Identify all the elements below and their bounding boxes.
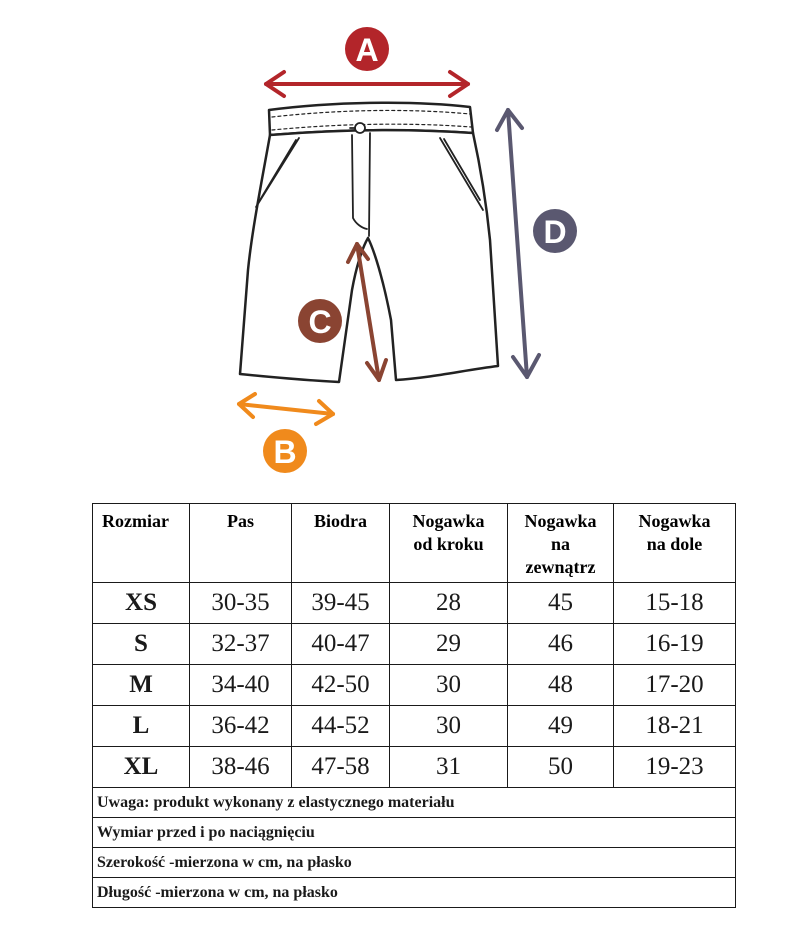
cell-size: S <box>93 624 190 665</box>
cell-outseam: 46 <box>508 624 614 665</box>
note-stretch: Wymiar przed i po naciągnięciu <box>93 818 736 848</box>
cell-waist: 38-46 <box>190 747 292 788</box>
cell-size: XL <box>93 747 190 788</box>
label-d: D <box>543 214 567 250</box>
cell-leg-opening: 15-18 <box>614 583 736 624</box>
cell-inseam: 31 <box>390 747 508 788</box>
table-row <box>93 583 736 624</box>
header-waist: Pas <box>190 504 292 583</box>
note-row <box>93 818 736 848</box>
arrow-d <box>497 110 539 377</box>
cell-waist: 32-37 <box>190 624 292 665</box>
cell-leg-opening: 17-20 <box>614 665 736 706</box>
cell-hips: 44-52 <box>292 706 390 747</box>
cell-hips: 47-58 <box>292 747 390 788</box>
header-hips: Biodra <box>292 504 390 583</box>
cell-leg-opening: 19-23 <box>614 747 736 788</box>
arrow-b <box>239 394 333 424</box>
button <box>355 123 365 133</box>
cell-inseam: 29 <box>390 624 508 665</box>
table-row <box>93 747 736 788</box>
header-inseam: Nogawka od kroku <box>390 504 508 583</box>
cell-hips: 40-47 <box>292 624 390 665</box>
cell-outseam: 50 <box>508 747 614 788</box>
label-a: A <box>355 32 379 68</box>
label-c: C <box>308 304 332 340</box>
note-row <box>93 848 736 878</box>
cell-waist: 36-42 <box>190 706 292 747</box>
note-row <box>93 788 736 818</box>
note-length: Długość -mierzona w cm, na płasko <box>93 878 736 908</box>
cell-leg-opening: 16-19 <box>614 624 736 665</box>
cell-inseam: 28 <box>390 583 508 624</box>
arrow-a <box>266 72 468 96</box>
cell-size: L <box>93 706 190 747</box>
cell-hips: 39-45 <box>292 583 390 624</box>
cell-hips: 42-50 <box>292 665 390 706</box>
cell-outseam: 48 <box>508 665 614 706</box>
table-row <box>93 706 736 747</box>
table-row <box>93 665 736 706</box>
table-row <box>93 624 736 665</box>
size-table <box>92 503 736 908</box>
header-outseam: Nogawka na zewnątrz <box>508 504 614 583</box>
cell-size: M <box>93 665 190 706</box>
cell-waist: 34-40 <box>190 665 292 706</box>
cell-outseam: 49 <box>508 706 614 747</box>
table-header-row <box>93 504 736 583</box>
header-size: Rozmiar <box>93 504 190 583</box>
label-b: B <box>273 434 297 470</box>
header-leg-opening: Nogawka na dole <box>614 504 736 583</box>
cell-size: XS <box>93 583 190 624</box>
cell-waist: 30-35 <box>190 583 292 624</box>
note-width: Szerokość -mierzona w cm, na płasko <box>93 848 736 878</box>
cell-inseam: 30 <box>390 706 508 747</box>
cell-outseam: 45 <box>508 583 614 624</box>
cell-inseam: 30 <box>390 665 508 706</box>
note-elastic: Uwaga: produkt wykonany z elastycznego materiału <box>93 788 736 818</box>
fly-center <box>369 133 370 236</box>
note-row <box>93 878 736 908</box>
cell-leg-opening: 18-21 <box>614 706 736 747</box>
